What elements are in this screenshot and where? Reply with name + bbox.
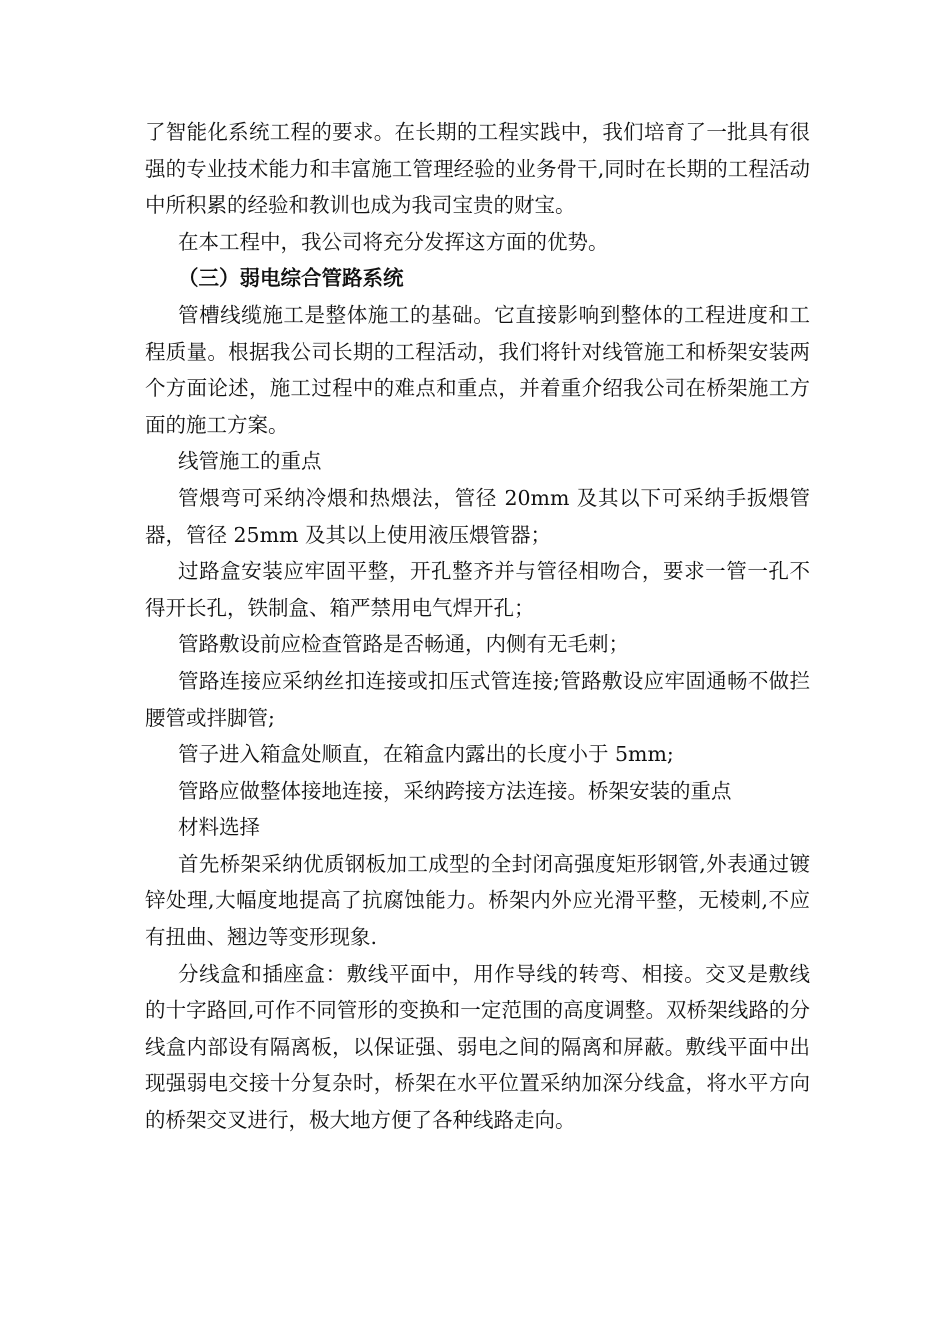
paragraph-pipe-entry: 管子进入箱盒处顺直，在箱盒内露出的长度小于 5mm; (178, 742, 674, 767)
paragraph-pipe-check: 管路敷设前应检查管路是否畅通，内侧有无毛刺； (178, 632, 629, 657)
paragraph-grounding: 管路应做整体接地连接，采纳跨接方法连接。桥架安装的重点 (178, 778, 732, 803)
paragraph-intro-continuation: 了智能化系统工程的要求。在长期的工程实践中，我们培育了一批具有很强的专业技术能力和丰富施工管理经验的业务骨干,同时在长期的工程活动中所积累的经验和教训也成为我司宝贵的财宝。 (145, 120, 810, 218)
paragraph-cable-trunking-basis: 管槽线缆施工是整体施工的基础。它直接影响到整体的工程进度和工程质量。根据我公司长期的工程活动，我们将针对线管施工和桥架安装两个方面论述，施工过程中的难点和重点，并着重介绍我公司在桥架施工方面的施工方案。 (145, 302, 810, 437)
paragraph-junction-socket-box: 分线盒和插座盒：敷线平面中，用作导线的转弯、相接。交叉是敷线的十字路回,可作不同管形的变换和一定范围的高度调整。双桥架线路的分线盒内部设有隔离板，以保证强、弱电之间的隔离和屏蔽。敷线平面中出现强弱电交接十分复杂时，桥架在水平位置采纳加深分线盒，将水平方向的桥架交叉进行，极大地方便了各种线路走向。 (145, 961, 810, 1133)
paragraph-junction-box: 过路盒安装应牢固平整，开孔整齐并与管径相吻合，要求一管一孔不得开长孔，铁制盒、箱严禁用电气焊开孔； (145, 559, 810, 620)
section-heading-weak-current-pipeline: （三）弱电综合管路系统 (178, 266, 404, 291)
paragraph-bridge-material: 首先桥架采纳优质钢板加工成型的全封闭高强度矩形钢管,外表通过镀锌处理,大幅度地提高了抗腐蚀能力。桥架内外应光滑平整，无棱刺,不应有扭曲、翘边等变形现象. (145, 851, 810, 950)
document-body (145, 114, 810, 1139)
paragraph-pipe-bending: 管煨弯可采纳冷煨和热煨法，管径 20mm 及其以下可采纳手扳煨管器，管径 25mm 及其以上使用液压煨管器； (145, 485, 810, 547)
subheading-material-selection: 材料选择 (178, 815, 260, 840)
paragraph-advantage: 在本工程中，我公司将充分发挥这方面的优势。 (178, 229, 609, 254)
subheading-conduit-key-points: 线管施工的重点 (178, 449, 322, 474)
paragraph-pipe-connection: 管路连接应采纳丝扣连接或扣压式管连接;管路敷设应牢固通畅不做拦腰管或拌脚管; (145, 668, 810, 730)
